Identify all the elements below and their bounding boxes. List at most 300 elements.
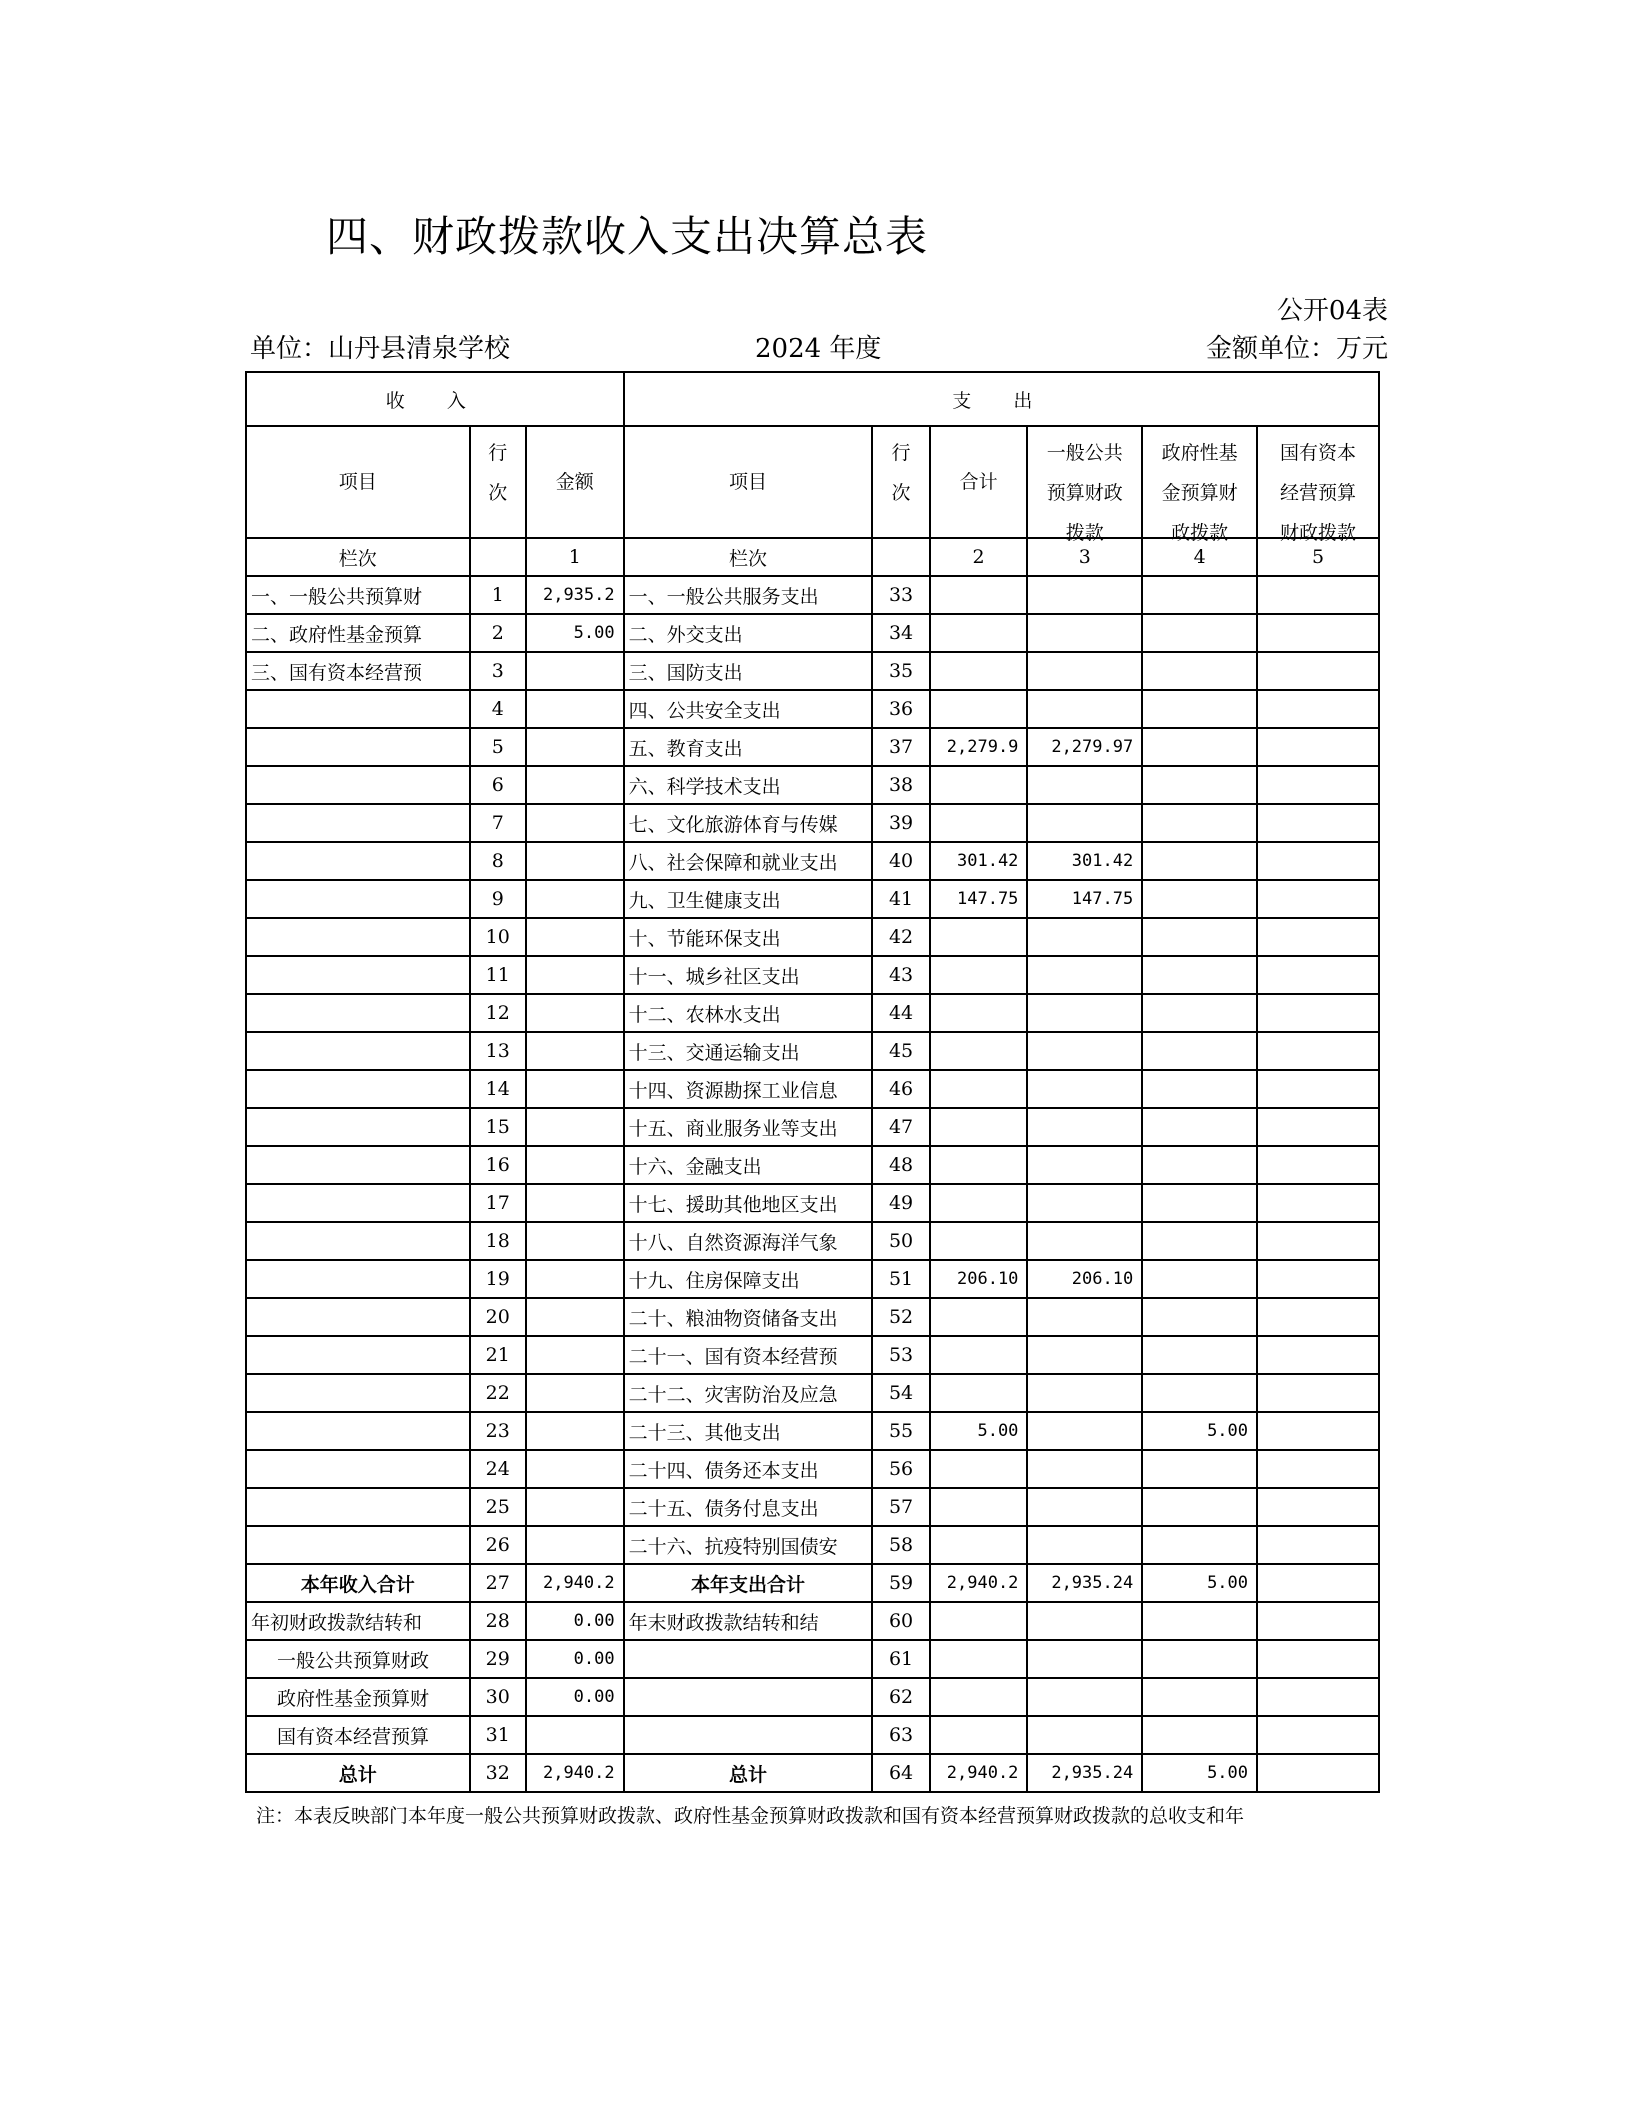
income-amount-cell [526,1032,624,1070]
state-amount-cell [1257,1298,1379,1336]
income-item-cell [246,994,470,1032]
expense-item-cell: 二十、粮油物资储备支出 [624,1298,873,1336]
subtotal-row [246,1564,1379,1602]
general-amount-cell [1027,1640,1142,1678]
table-row [246,690,1379,728]
income-item-cell [246,956,470,994]
income-line-cell: 26 [470,1526,526,1564]
expense-line-cell: 56 [872,1450,929,1488]
total-amount-cell [930,576,1028,614]
income-item-cell [246,1526,470,1564]
expense-item-cell: 二十三、其他支出 [624,1412,873,1450]
income-line-cell: 10 [470,918,526,956]
income-line-cell: 12 [470,994,526,1032]
table-row [246,728,1379,766]
income-item-cell [246,1032,470,1070]
income-amount-cell [526,1108,624,1146]
state-amount-cell [1257,1602,1379,1640]
state-amount-cell [1257,1336,1379,1374]
expense-line-cell: 50 [872,1222,929,1260]
income-amount-cell [526,956,624,994]
total-amount-cell [930,1108,1028,1146]
general-amount-cell [1027,576,1142,614]
table-row [246,1032,1379,1070]
fund-amount-cell [1142,880,1257,918]
income-amount-cell [526,690,624,728]
expense-line-cell: 41 [872,880,929,918]
table-row [246,1298,1379,1336]
budget-table [245,371,1380,1793]
expense-item-cell: 十七、援助其他地区支出 [624,1184,873,1222]
income-item-cell [246,1260,470,1298]
fund-amount-cell [1142,1146,1257,1184]
col-label: 栏次 [246,538,470,576]
total-amount-cell [930,1222,1028,1260]
col-blank [470,538,526,576]
general-amount-cell [1027,1450,1142,1488]
footnote: 注：本表反映部门本年度一般公共预算财政拨款、政府性基金预算财政拨款和国有资本经营预算财政拨款的总收支和年 [256,1805,1245,1827]
expense-item-cell: 二、外交支出 [624,614,873,652]
general-amount-cell [1027,1412,1142,1450]
income-line-cell: 3 [470,652,526,690]
table-row [246,1108,1379,1146]
expense-item-cell: 十一、城乡社区支出 [624,956,873,994]
income-item-cell [246,918,470,956]
general-amount-cell [1027,690,1142,728]
fund-amount-cell [1142,614,1257,652]
income-line-cell: 31 [470,1716,526,1754]
table-row [246,1602,1379,1640]
general-amount-cell [1027,1374,1142,1412]
fund-amount-cell: 5.00 [1142,1754,1257,1792]
income-item-cell [246,1108,470,1146]
total-amount-cell [930,1374,1028,1412]
expense-line-cell: 33 [872,576,929,614]
income-item-cell: 国有资本经营预算 [246,1716,470,1754]
income-item-cell [246,1184,470,1222]
expense-line-cell: 34 [872,614,929,652]
fund-amount-cell [1142,1640,1257,1678]
state-amount-cell [1257,1108,1379,1146]
state-amount-cell [1257,1184,1379,1222]
fund-amount-cell [1142,728,1257,766]
expense-item-cell: 四、公共安全支出 [624,690,873,728]
income-line-cell: 9 [470,880,526,918]
table-row [246,1184,1379,1222]
expense-line-cell: 51 [872,1260,929,1298]
income-amount-cell [526,994,624,1032]
expense-line-cell: 37 [872,728,929,766]
income-section-header: 收 入 [246,372,624,426]
fund-amount-cell [1142,1032,1257,1070]
income-item-cell [246,766,470,804]
total-amount-cell [930,1488,1028,1526]
income-amount-cell [526,1184,624,1222]
carry-sub-row [246,1678,1379,1716]
table-row [246,1412,1379,1450]
income-item-cell [246,1222,470,1260]
income-amount-cell [526,1716,624,1754]
state-amount-cell [1257,1640,1379,1678]
income-line-cell: 27 [470,1564,526,1602]
income-amount-cell [526,1146,624,1184]
fund-amount-cell: 5.00 [1142,1412,1257,1450]
col-4: 4 [1142,538,1257,576]
total-amount-cell [930,1032,1028,1070]
state-amount-cell [1257,1146,1379,1184]
income-item-cell: 三、国有资本经营预 [246,652,470,690]
state-amount-cell [1257,1412,1379,1450]
fund-amount-cell: 5.00 [1142,1564,1257,1602]
total-amount-cell: 147.75 [930,880,1028,918]
income-amount-cell: 5.00 [526,614,624,652]
expense-line-cell: 35 [872,652,929,690]
expense-line-cell: 47 [872,1108,929,1146]
general-amount-cell [1027,1298,1142,1336]
state-amount-cell [1257,1070,1379,1108]
table-row [246,1336,1379,1374]
state-amount-cell [1257,1678,1379,1716]
col-1: 1 [526,538,624,576]
fund-amount-cell [1142,766,1257,804]
total-amount-cell: 5.00 [930,1412,1028,1450]
income-item-cell [246,1336,470,1374]
table-row [246,918,1379,956]
expense-line-cell: 55 [872,1412,929,1450]
expense-item-cell: 十六、金融支出 [624,1146,873,1184]
income-line-cell: 28 [470,1602,526,1640]
expense-item-cell: 十三、交通运输支出 [624,1032,873,1070]
expense-item-cell: 十二、农林水支出 [624,994,873,1032]
income-amount-cell [526,1526,624,1564]
expense-item-cell: 二十五、债务付息支出 [624,1488,873,1526]
state-amount-cell [1257,728,1379,766]
state-amount-cell [1257,690,1379,728]
income-amount-cell [526,1070,624,1108]
state-capital-header: 国有资本经营预算财政拨款 [1257,426,1379,538]
total-amount-cell [930,1146,1028,1184]
fund-amount-cell [1142,1260,1257,1298]
expense-item-cell [624,1716,873,1754]
expense-line-cell: 43 [872,956,929,994]
fund-amount-cell [1142,690,1257,728]
table-row [246,1222,1379,1260]
income-line-cell: 17 [470,1184,526,1222]
total-amount-cell: 206.10 [930,1260,1028,1298]
carry-sub-row [246,1716,1379,1754]
income-amount-cell [526,1260,624,1298]
state-amount-cell [1257,1260,1379,1298]
income-line-cell: 5 [470,728,526,766]
income-amount-cell [526,1488,624,1526]
col-3: 3 [1027,538,1142,576]
expense-line-cell: 44 [872,994,929,1032]
fund-amount-cell [1142,1222,1257,1260]
fund-amount-cell [1142,1678,1257,1716]
income-amount-cell [526,804,624,842]
general-amount-cell [1027,1602,1142,1640]
income-item-cell: 年初财政拨款结转和 [246,1602,470,1640]
income-amount-cell [526,728,624,766]
state-amount-cell [1257,576,1379,614]
fund-budget-header: 政府性基金预算财政拨款 [1142,426,1257,538]
state-amount-cell [1257,1222,1379,1260]
income-amount-cell [526,1298,624,1336]
expense-item-cell: 六、科学技术支出 [624,766,873,804]
income-amount-cell: 0.00 [526,1640,624,1678]
income-item-cell [246,804,470,842]
state-amount-cell [1257,1564,1379,1602]
expense-line-cell: 48 [872,1146,929,1184]
general-amount-cell [1027,804,1142,842]
general-amount-cell [1027,1336,1142,1374]
income-line-cell: 21 [470,1336,526,1374]
income-amount-cell [526,918,624,956]
expense-line-cell: 45 [872,1032,929,1070]
general-amount-cell: 2,279.97 [1027,728,1142,766]
expense-line-cell: 59 [872,1564,929,1602]
column-header-row [246,426,1379,538]
general-amount-cell [1027,1070,1142,1108]
income-amount-cell: 2,935.2 [526,576,624,614]
income-amount-header: 金额 [526,426,624,538]
fund-amount-cell [1142,1184,1257,1222]
expense-line-cell: 39 [872,804,929,842]
general-amount-cell: 2,935.24 [1027,1754,1142,1792]
table-row [246,956,1379,994]
state-amount-cell [1257,956,1379,994]
total-amount-cell [930,690,1028,728]
expense-line-cell: 54 [872,1374,929,1412]
expense-item-cell [624,1678,873,1716]
expense-item-cell: 十八、自然资源海洋气象 [624,1222,873,1260]
income-line-cell: 32 [470,1754,526,1792]
meta-line [250,328,1388,364]
expense-item-cell: 三、国防支出 [624,652,873,690]
table-row [246,766,1379,804]
income-line-cell: 15 [470,1108,526,1146]
expense-item-cell: 一、一般公共服务支出 [624,576,873,614]
income-line-cell: 25 [470,1488,526,1526]
table-row [246,1146,1379,1184]
reporting-unit: 单位：山丹县清泉学校 [250,334,511,364]
total-amount-cell: 301.42 [930,842,1028,880]
state-amount-cell [1257,1754,1379,1792]
fund-amount-cell [1142,804,1257,842]
income-amount-cell [526,1450,624,1488]
money-unit: 金额单位：万元 [1205,334,1388,364]
income-line-cell: 11 [470,956,526,994]
state-amount-cell [1257,1716,1379,1754]
expense-line-cell: 60 [872,1602,929,1640]
general-amount-cell: 301.42 [1027,842,1142,880]
state-amount-cell [1257,994,1379,1032]
total-amount-cell: 2,279.9 [930,728,1028,766]
general-amount-cell: 147.75 [1027,880,1142,918]
fund-amount-cell [1142,842,1257,880]
income-line-cell: 1 [470,576,526,614]
state-amount-cell [1257,614,1379,652]
expense-line-cell: 64 [872,1754,929,1792]
expense-total-header: 合计 [930,426,1028,538]
table-row [246,994,1379,1032]
table-row [246,652,1379,690]
expense-line-cell: 46 [872,1070,929,1108]
total-amount-cell [930,766,1028,804]
total-amount-cell [930,1678,1028,1716]
income-item-cell [246,1412,470,1450]
income-line-header: 行次 [470,426,526,538]
state-amount-cell [1257,918,1379,956]
total-amount-cell [930,652,1028,690]
expense-line-cell: 42 [872,918,929,956]
expense-line-cell: 38 [872,766,929,804]
general-amount-cell [1027,994,1142,1032]
general-budget-header: 一般公共预算财政拨款 [1027,426,1142,538]
col-5: 5 [1257,538,1379,576]
table-row [246,1070,1379,1108]
income-line-cell: 7 [470,804,526,842]
income-amount-cell [526,1222,624,1260]
total-amount-cell: 2,940.2 [930,1564,1028,1602]
income-amount-cell [526,652,624,690]
expense-line-cell: 62 [872,1678,929,1716]
general-amount-cell: 2,935.24 [1027,1564,1142,1602]
fund-amount-cell [1142,1374,1257,1412]
total-amount-cell [930,1450,1028,1488]
expense-line-cell: 63 [872,1716,929,1754]
income-amount-cell: 0.00 [526,1602,624,1640]
income-item-header: 项目 [246,426,470,538]
total-amount-cell [930,804,1028,842]
income-item-cell: 本年收入合计 [246,1564,470,1602]
total-amount-cell [930,956,1028,994]
general-amount-cell [1027,766,1142,804]
expense-line-cell: 58 [872,1526,929,1564]
income-item-cell [246,728,470,766]
income-amount-cell: 0.00 [526,1678,624,1716]
income-line-cell: 16 [470,1146,526,1184]
state-amount-cell [1257,1488,1379,1526]
general-amount-cell [1027,956,1142,994]
expense-line-cell: 57 [872,1488,929,1526]
total-amount-cell [930,1602,1028,1640]
fiscal-year: 2024 年度 [755,334,882,364]
table-row [246,842,1379,880]
income-item-cell: 二、政府性基金预算 [246,614,470,652]
expense-item-cell: 十九、住房保障支出 [624,1260,873,1298]
expense-line-cell: 36 [872,690,929,728]
income-line-cell: 2 [470,614,526,652]
general-amount-cell [1027,1678,1142,1716]
general-amount-cell [1027,1488,1142,1526]
state-amount-cell [1257,652,1379,690]
total-amount-cell [930,1526,1028,1564]
income-item-cell: 一、一般公共预算财 [246,576,470,614]
state-amount-cell [1257,766,1379,804]
expense-line-cell: 49 [872,1184,929,1222]
table-row [246,1526,1379,1564]
income-item-cell: 政府性基金预算财 [246,1678,470,1716]
general-amount-cell [1027,1108,1142,1146]
expense-item-cell: 十四、资源勘探工业信息 [624,1070,873,1108]
income-item-cell [246,1488,470,1526]
income-line-cell: 18 [470,1222,526,1260]
total-amount-cell [930,1716,1028,1754]
expense-item-cell: 年末财政拨款结转和结 [624,1602,873,1640]
state-amount-cell [1257,1374,1379,1412]
income-line-cell: 13 [470,1032,526,1070]
table-row [246,804,1379,842]
state-amount-cell [1257,1032,1379,1070]
income-line-cell: 19 [470,1260,526,1298]
income-item-cell: 总计 [246,1754,470,1792]
income-amount-cell [526,880,624,918]
income-amount-cell [526,1412,624,1450]
general-amount-cell [1027,1032,1142,1070]
total-amount-cell [930,1336,1028,1374]
expense-item-cell: 八、社会保障和就业支出 [624,842,873,880]
table-row [246,880,1379,918]
income-amount-cell: 2,940.2 [526,1754,624,1792]
section-header-row [246,372,1379,426]
income-line-cell: 4 [470,690,526,728]
income-item-cell [246,1070,470,1108]
expense-item-cell: 二十二、灾害防治及应急 [624,1374,873,1412]
expense-item-cell: 二十四、债务还本支出 [624,1450,873,1488]
total-amount-cell [930,1184,1028,1222]
general-amount-cell: 206.10 [1027,1260,1142,1298]
table-row [246,576,1379,614]
fund-amount-cell [1142,1716,1257,1754]
fund-amount-cell [1142,1108,1257,1146]
income-item-cell: 一般公共预算财政 [246,1640,470,1678]
income-line-cell: 14 [470,1070,526,1108]
expense-line-cell: 52 [872,1298,929,1336]
income-line-cell: 29 [470,1640,526,1678]
total-amount-cell [930,1640,1028,1678]
general-amount-cell [1027,1716,1142,1754]
expense-item-cell: 总计 [624,1754,873,1792]
expense-item-cell: 九、卫生健康支出 [624,880,873,918]
fund-amount-cell [1142,1602,1257,1640]
general-amount-cell [1027,1146,1142,1184]
total-amount-cell [930,614,1028,652]
income-amount-cell [526,842,624,880]
income-item-cell [246,1298,470,1336]
income-line-cell: 20 [470,1298,526,1336]
total-amount-cell: 2,940.2 [930,1754,1028,1792]
fund-amount-cell [1142,576,1257,614]
income-line-cell: 22 [470,1374,526,1412]
income-item-cell [246,842,470,880]
expense-item-cell: 五、教育支出 [624,728,873,766]
fund-amount-cell [1142,918,1257,956]
income-line-cell: 8 [470,842,526,880]
table-row [246,1260,1379,1298]
expense-line-cell: 61 [872,1640,929,1678]
grand-total-row [246,1754,1379,1792]
income-amount-cell [526,766,624,804]
total-amount-cell [930,1070,1028,1108]
expense-item-header: 项目 [624,426,873,538]
income-amount-cell [526,1336,624,1374]
table-row [246,1374,1379,1412]
income-amount-cell: 2,940.2 [526,1564,624,1602]
fund-amount-cell [1142,956,1257,994]
form-number: 公开04表 [1276,296,1388,326]
income-item-cell [246,1146,470,1184]
